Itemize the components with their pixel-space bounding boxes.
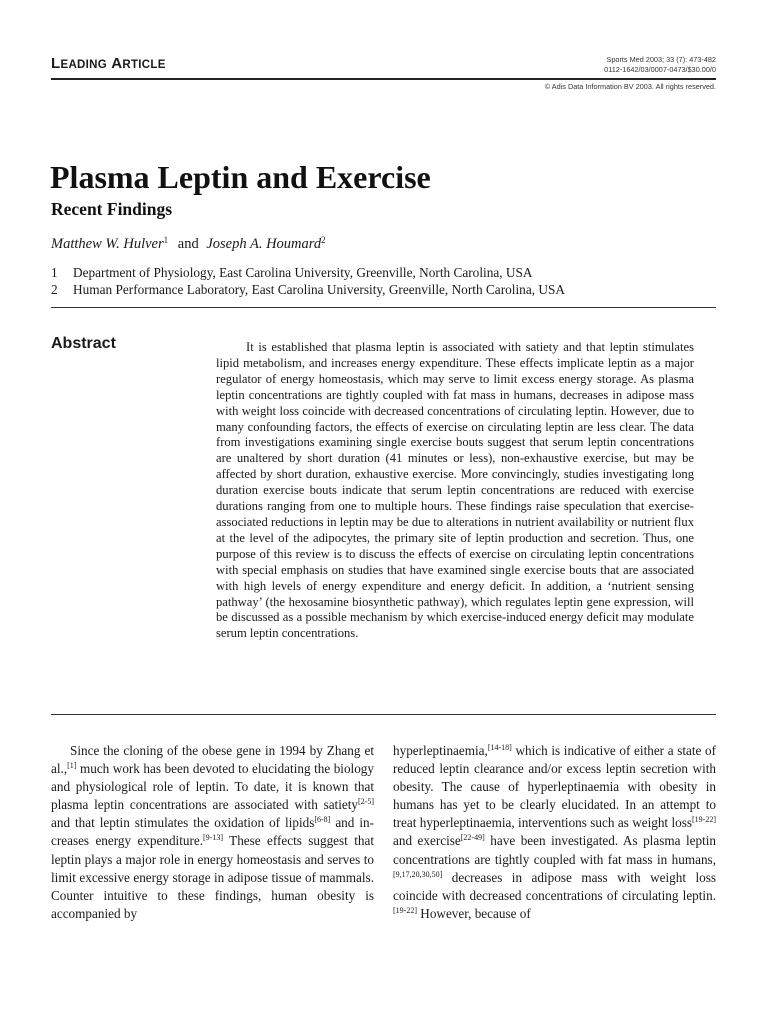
affiliation-number: 2 xyxy=(51,282,58,297)
journal-citation-line: Sports Med 2003; 33 (7): 473-482 xyxy=(606,55,716,64)
article-title: Plasma Leptin and Exercise xyxy=(50,159,431,195)
author-separator: and xyxy=(177,236,199,252)
affiliation-item xyxy=(51,264,565,281)
section-divider xyxy=(51,307,716,308)
abstract-text: It is established that plasma leptin is associated with satiety and that leptin stimulates lipid metabolism, and increases energy expenditure. These effects implicate leptin as a major regulator of energy homeostasis, which may serve to limit excess energy storage. As plasma leptin concentrations are tightly coupled with fat mass in humans, decreases in adipose mass with weight loss coincide with decreased concentrations of circulating leptin. However, due to many confounding factors, the effects of exercise on circulating leptin are less clear. The data from investigations examining single exercise bouts suggest that serum leptin concentrations are unaltered by short duration (41 minutes or less), non-exhaustive exercise, but may be affected by short duration, exhaustive exercise. More convincingly, studies investigating long duration exercise bouts indicate that serum leptin concentrations are reduced with exercise durations ranging from one to multiple hours. These findings raise speculation that exercise-associated reductions in leptin may be due to alterations in nutrient availability or nutrient flux at the level of the adipocytes, the primary site of leptin production and secretion. Thus, one purpose of this review is to discuss the effects of exercise on circulating leptin concentrations with special emphasis on studies that have examined single exercise bouts that are associated with high levels of energy expenditure and energy deficit. In addition, a ‘nutrient sensing pathway’ (the hexosamine biosynthetic pathway), which regulates leptin gene expression, will be discussed as a possible mechanism by which exercise-induced energy deficit may modulate serum leptin concentrations. xyxy=(216,340,694,641)
citation-ref: [22-49] xyxy=(460,833,485,843)
citation-ref: [2-5] xyxy=(358,797,374,807)
citation-ref: [9,17,20,30,50] xyxy=(393,869,443,879)
body-column-right: hyperleptinaemia,[14-18] which is indicative of either a state of reduced leptin clearance and/or excess leptin secretion with obesity. The cause of hyperleptinaemia with obesity in humans has yet to be clearly elucidated. In an attempt to treat hyperleptinaemia, interventions such as weight loss[19-22] and exercise[22-49] have been investigated. As plasma leptin concentrations are tightly coupled with fat mass in humans,[9,17,20,30,50] decreases in adipose mass with weight loss coincide with decreased concentrations of circulating leptin.[19-22] However, because of xyxy=(393,743,716,921)
section-label-rest: RTICLE xyxy=(122,59,166,71)
citation-ref: [14-18] xyxy=(487,743,512,752)
article-subtitle: Recent Findings xyxy=(51,199,173,219)
citation-ref: [19-22] xyxy=(692,815,716,825)
header-rule xyxy=(51,78,716,80)
author-name: Joseph A. Houmard xyxy=(206,236,322,252)
affiliation-text: Human Performance Laboratory, East Carolina University, Greenville, North Carolina, USA xyxy=(73,282,565,297)
journal-issn-line: 0112-1642/03/0007-0473/$30.00/0 xyxy=(604,64,716,74)
author-line xyxy=(51,236,326,252)
citation-ref: [1] xyxy=(67,761,77,771)
section-label-rest: EADING xyxy=(60,59,107,71)
section-label xyxy=(51,56,166,72)
section-label-initial: L xyxy=(51,55,61,72)
affiliation-marker: 2 xyxy=(321,235,326,245)
affiliation-item xyxy=(51,281,565,298)
section-divider xyxy=(51,714,716,715)
section-label-initial: A xyxy=(111,55,123,72)
affiliation-list xyxy=(51,264,565,298)
affiliation-number: 1 xyxy=(51,265,58,280)
author-name: Matthew W. Hulver xyxy=(51,236,164,252)
section-label-text xyxy=(51,55,166,71)
journal-citation xyxy=(604,55,716,74)
affiliation-marker: 1 xyxy=(163,235,169,245)
citation-ref: [9-13] xyxy=(203,833,223,843)
affiliation-text: Department of Physiology, East Carolina University, Greenville, North Carolina, USA xyxy=(73,265,533,280)
citation-ref: [19-22] xyxy=(393,905,417,915)
citation-ref: [6-8] xyxy=(314,815,331,825)
abstract-heading: Abstract xyxy=(51,335,116,352)
body-column-left: Since the cloning of the obese gene in 1994 by Zhang et al.,[1] much work has been devoted to elucidating the biology and physiological role of leptin. To date, it is known that plasma leptin concentrations are associated with satiety[2-5] and that leptin stimulates the oxidation of lipids[6-8] and increases energy expenditure.[9-13] These effects suggest that leptin plays a major role in energy homeostasis and serves to limit excessive energy storage in adipose tissue of mammals. Counter intuitive to these findings, human obesity is accompanied by xyxy=(51,743,374,921)
copyright-notice: © Adis Data Information BV 2003. All rights reserved. xyxy=(544,82,716,91)
